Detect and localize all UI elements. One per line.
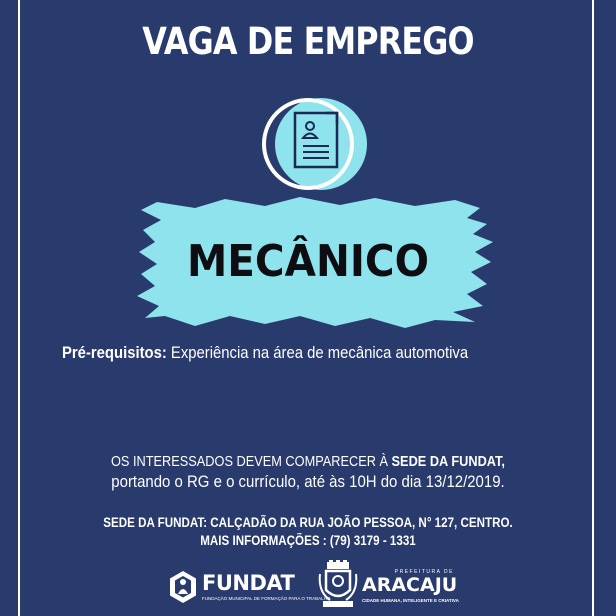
aracaju-name: ARACAJU xyxy=(362,574,458,596)
contact-line: MAIS INFORMAÇÕES : (79) 3179 - 1331 xyxy=(200,533,416,548)
requirements-text: Experiência na área de mecânica automotiva xyxy=(166,344,469,362)
notice-line-2: portando o RG e o currículo, até às 10H do dia 13/12/2019. xyxy=(111,472,505,491)
poster-title: VAGA DE EMPREGO xyxy=(142,20,474,63)
requirements-label: Pré-requisitos: xyxy=(62,344,167,362)
aracaju-tagline: CIDADE HUMANA, INTELIGENTE E CRIATIVA xyxy=(362,598,459,603)
fundat-subtitle: FUNDAÇÃO MUNICIPAL DE FORMAÇÃO PARA O TRABALHO xyxy=(202,596,331,601)
fundat-emblem-icon xyxy=(168,570,198,606)
application-notice xyxy=(0,452,616,492)
prefeitura-label: PREFEITURA DE xyxy=(394,569,454,575)
notice-line-1-bold: SEDE DA FUNDAT, xyxy=(391,454,505,470)
address-line: SEDE DA FUNDAT: CALÇADÃO DA RUA JOÃO PESSOA, N° 127, CENTRO. xyxy=(103,515,513,530)
aracaju-logo xyxy=(318,560,458,612)
aracaju-coat-of-arms-icon xyxy=(318,560,358,610)
address-block xyxy=(0,514,616,550)
resume-document-icon xyxy=(258,96,378,196)
notice-line-1-prefix: OS INTERESSADOS DEVEM COMPARECER À xyxy=(111,454,392,470)
fundat-name: FUNDAT xyxy=(202,571,295,595)
fundat-logo xyxy=(168,568,331,608)
requirements xyxy=(62,344,468,363)
job-title: MECÂNICO xyxy=(186,236,430,287)
notice-line-1 xyxy=(37,452,579,472)
